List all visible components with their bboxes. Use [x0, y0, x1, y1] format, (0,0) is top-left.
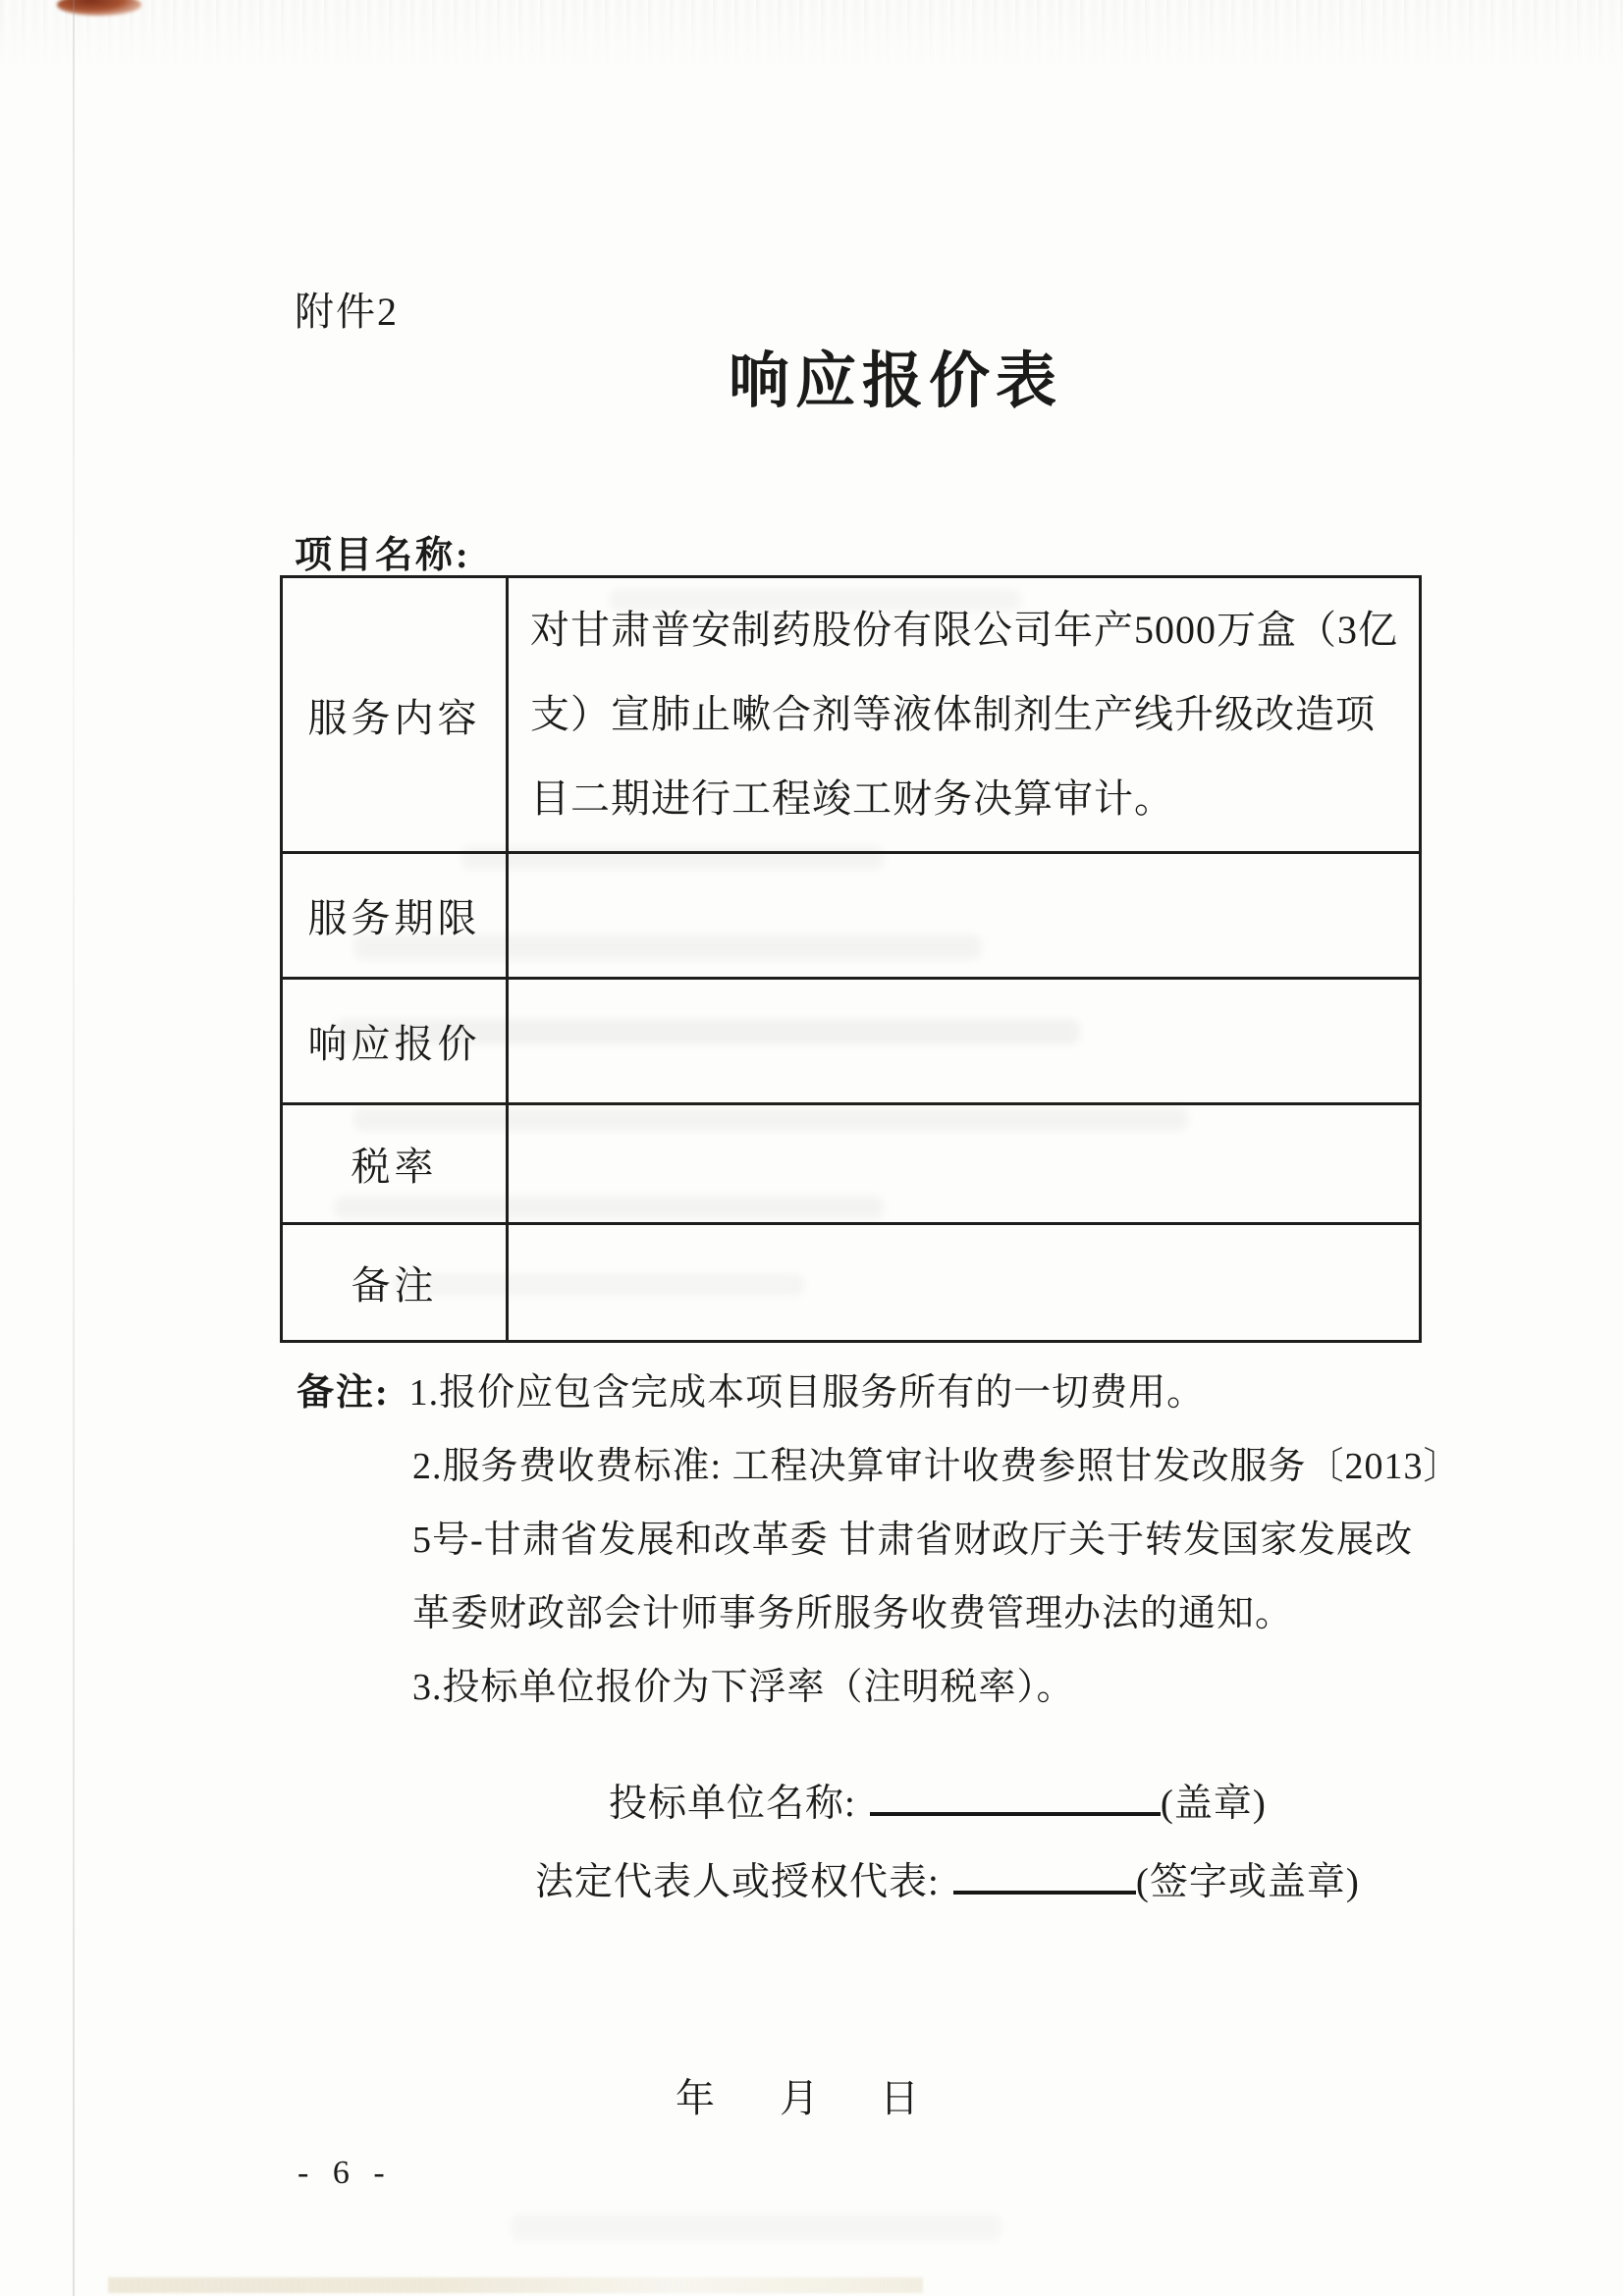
row-label-tax-rate: 税率 [282, 1104, 508, 1224]
table-row-tax-rate [282, 1104, 1421, 1224]
representative-line [535, 1847, 1360, 1906]
page-title: 响应报价表 [728, 348, 1063, 415]
table-row-response-quote [282, 979, 1421, 1104]
year-label: 年 [676, 2076, 715, 2120]
notes-section [297, 1357, 1494, 1725]
row-label-remarks: 备注 [282, 1224, 508, 1342]
bidder-name-blank [870, 1769, 1161, 1816]
day-label: 日 [880, 2076, 919, 2120]
bidder-name-line [609, 1769, 1267, 1828]
table-row-remarks [282, 1224, 1421, 1342]
row-value-service-period [508, 853, 1421, 979]
representative-label: 法定代表人或授权代表: [535, 1861, 940, 1903]
notes-label: 备注: [297, 1372, 390, 1414]
quotation-table [280, 575, 1422, 1343]
month-label: 月 [780, 2076, 819, 2120]
table-row-service-period [282, 853, 1421, 979]
note-line: 5号-甘肃省发展和改革委 甘肃省财政厅关于转发国家发展改 [412, 1520, 1414, 1561]
ghost-text-smudge [511, 2214, 1001, 2241]
paper-edge-line [73, 0, 75, 2296]
row-label-service-content: 服务内容 [282, 577, 508, 853]
note-line [297, 1357, 1494, 1430]
note-line: 革委财政部会计师事务所服务收费管理办法的通知。 [412, 1593, 1294, 1634]
seal-suffix: (盖章) [1160, 1783, 1267, 1825]
attachment-label: 附件2 [295, 290, 399, 334]
page-number: - 6 - [298, 2155, 393, 2191]
note-text: 1.报价应包含完成本项目服务所有的一切费用。 [408, 1372, 1206, 1414]
row-value-remarks [508, 1224, 1421, 1342]
sign-seal-suffix: (签字或盖章) [1135, 1861, 1360, 1903]
note-line: 2.服务费收费标准: 工程决算审计收费参照甘发改服务〔2013〕 [412, 1446, 1462, 1487]
row-label-service-period: 服务期限 [282, 853, 508, 979]
row-value-response-quote [508, 979, 1421, 1104]
row-value-service-content: 对甘肃普安制药股份有限公司年产5000万盒（3亿支）宣肺止嗽合剂等液体制剂生产线升级改造项目二期进行工程竣工财务决算审计。 [508, 577, 1421, 853]
bottom-scan-band [108, 2277, 923, 2293]
note-line: 3.投标单位报价为下浮率（注明税率）。 [412, 1667, 1075, 1708]
date-line [676, 2067, 919, 2123]
row-label-response-quote: 响应报价 [282, 979, 508, 1104]
row-value-tax-rate [508, 1104, 1421, 1224]
bidder-name-label: 投标单位名称: [609, 1783, 856, 1825]
project-name-label: 项目名称: [295, 535, 471, 576]
representative-blank [953, 1847, 1136, 1895]
scanner-edge-band [0, 0, 1623, 69]
table-row-service-content [282, 577, 1421, 853]
